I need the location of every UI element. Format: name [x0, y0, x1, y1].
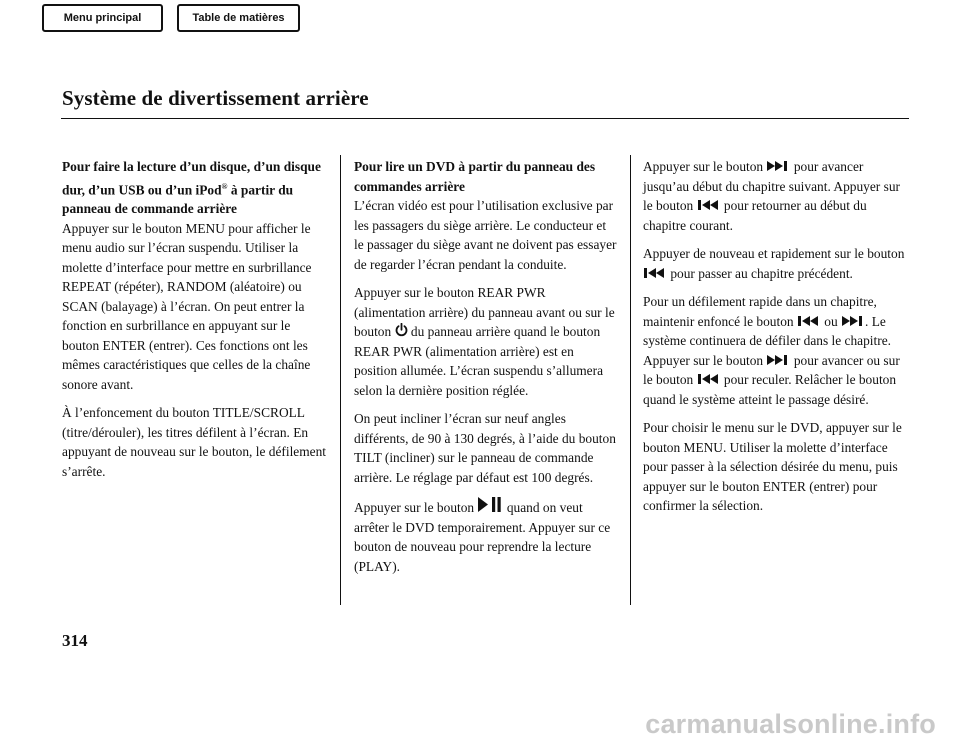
skip-forward-icon: [841, 315, 865, 327]
paragraph: Pour choisir le menu sur le DVD, appuyer sur le bouton MENU. Utiliser la molette d’interface pour passer à la sélection désirée du menu, puis appuyer sur le bouton ENTER (entrer) pour confirmer la sélection.: [643, 420, 902, 513]
text-run: Appuyer de nouveau et rapidement sur le bouton: [643, 246, 905, 261]
heading-text-1: Pour faire la lecture d’un disque, d’un disque dur, d’un USB ou d’un iPod: [62, 159, 321, 197]
paragraph: [643, 292, 911, 409]
play-pause-icon: [477, 496, 503, 513]
text-run: quand on veut arrêter le DVD temporairement. Appuyer sur ce bouton de nouveau pour reprendre la lecture (PLAY).: [354, 500, 611, 574]
text-run: Appuyer sur le bouton REAR PWR (alimentation arrière) du panneau avant ou sur le bouton: [354, 285, 615, 339]
column-divider: [340, 155, 341, 605]
section-heading-dvd: Pour lire un DVD à partir du panneau des commandes arrière: [354, 159, 596, 194]
paragraph: On peut incliner l’écran sur neuf angles différents, de 90 à 130 degrés, à l’aide du bouton TILT (incliner) sur le panneau de commande arrière. Le réglage par défaut est 100 degrés.: [354, 411, 616, 485]
text-run: pour retourner au début du chapitre courant.: [643, 198, 867, 233]
paragraph: [643, 244, 911, 283]
text-run: ou: [820, 313, 842, 329]
text-run: Pour un défilement rapide dans un chapitre, maintenir enfoncé le bouton: [643, 294, 877, 329]
column-middle: [354, 157, 618, 585]
skip-back-icon: [797, 315, 821, 327]
text-run: Appuyer sur le bouton: [354, 500, 478, 515]
title-divider: [61, 118, 909, 119]
paragraph: [354, 283, 618, 400]
section-heading-playback: [62, 157, 328, 219]
power-icon: [395, 323, 408, 337]
skip-back-icon: [643, 267, 667, 279]
text-run: pour avancer jusqu’au début du chapitre suivant. Appuyer sur le bouton: [643, 159, 900, 213]
skip-forward-icon: [766, 354, 790, 366]
registered-mark: ®: [221, 181, 228, 191]
text-run: Appuyer sur le bouton: [643, 159, 767, 174]
column-divider: [630, 155, 631, 605]
paragraph: À l’enfoncement du bouton TITLE/SCROLL (titre/dérouler), les titres défilent à l’écran. En appuyant de nouveau sur le bouton, le défilement s’arrête.: [62, 405, 327, 479]
table-de-matieres-button[interactable]: Table de matières: [177, 4, 300, 32]
paragraph: [643, 157, 911, 235]
paragraph: [354, 496, 618, 576]
page-number: 314: [62, 631, 88, 650]
skip-back-icon: [697, 373, 721, 385]
paragraph: L’écran vidéo est pour l’utilisation exclusive par les passagers du siège arrière. Le conducteur et le passager du siège avant ne doivent pas essayer de regarder l’écran pendant la conduite.: [354, 198, 617, 272]
text-run: du panneau arrière quand le bouton REAR PWR (alimentation arrière) est en position allumée. L’écran suspendu s’allumera selon la dernière position réglée.: [354, 324, 604, 398]
heading-text-2: à partir du panneau de commande arrière: [62, 181, 294, 217]
menu-principal-button[interactable]: Menu principal: [42, 4, 163, 32]
skip-back-icon: [697, 199, 721, 211]
column-left: [62, 157, 328, 490]
column-right: [643, 157, 911, 525]
paragraph: Appuyer sur le bouton MENU pour afficher le menu audio sur l’écran suspendu. Utiliser la molette d’interface pour mettre en surbrillance REPEAT (répéter), RANDOM (aléatoire) ou SCAN (balayage) à l’écran. On peut entrer la fonction en surbrillance en appuyant sur le bouton ENTER (entrer). Ces fonctions ont les mêmes caractéristiques que celles de la chaîne sonore avant.: [62, 220, 312, 392]
text-run: pour reculer. Relâcher le bouton quand le système atteint le passage désiré.: [643, 372, 897, 407]
text-run: . Le système continuera de défiler dans le chapitre. Appuyer sur le bouton: [643, 313, 891, 368]
watermark: carmanualsonline.info: [645, 709, 936, 739]
page-title: Système de divertissement arrière: [62, 86, 369, 110]
text-run: pour avancer ou sur le bouton: [643, 352, 900, 387]
skip-forward-icon: [766, 160, 790, 172]
text-run: pour passer au chapitre précédent.: [667, 265, 853, 281]
